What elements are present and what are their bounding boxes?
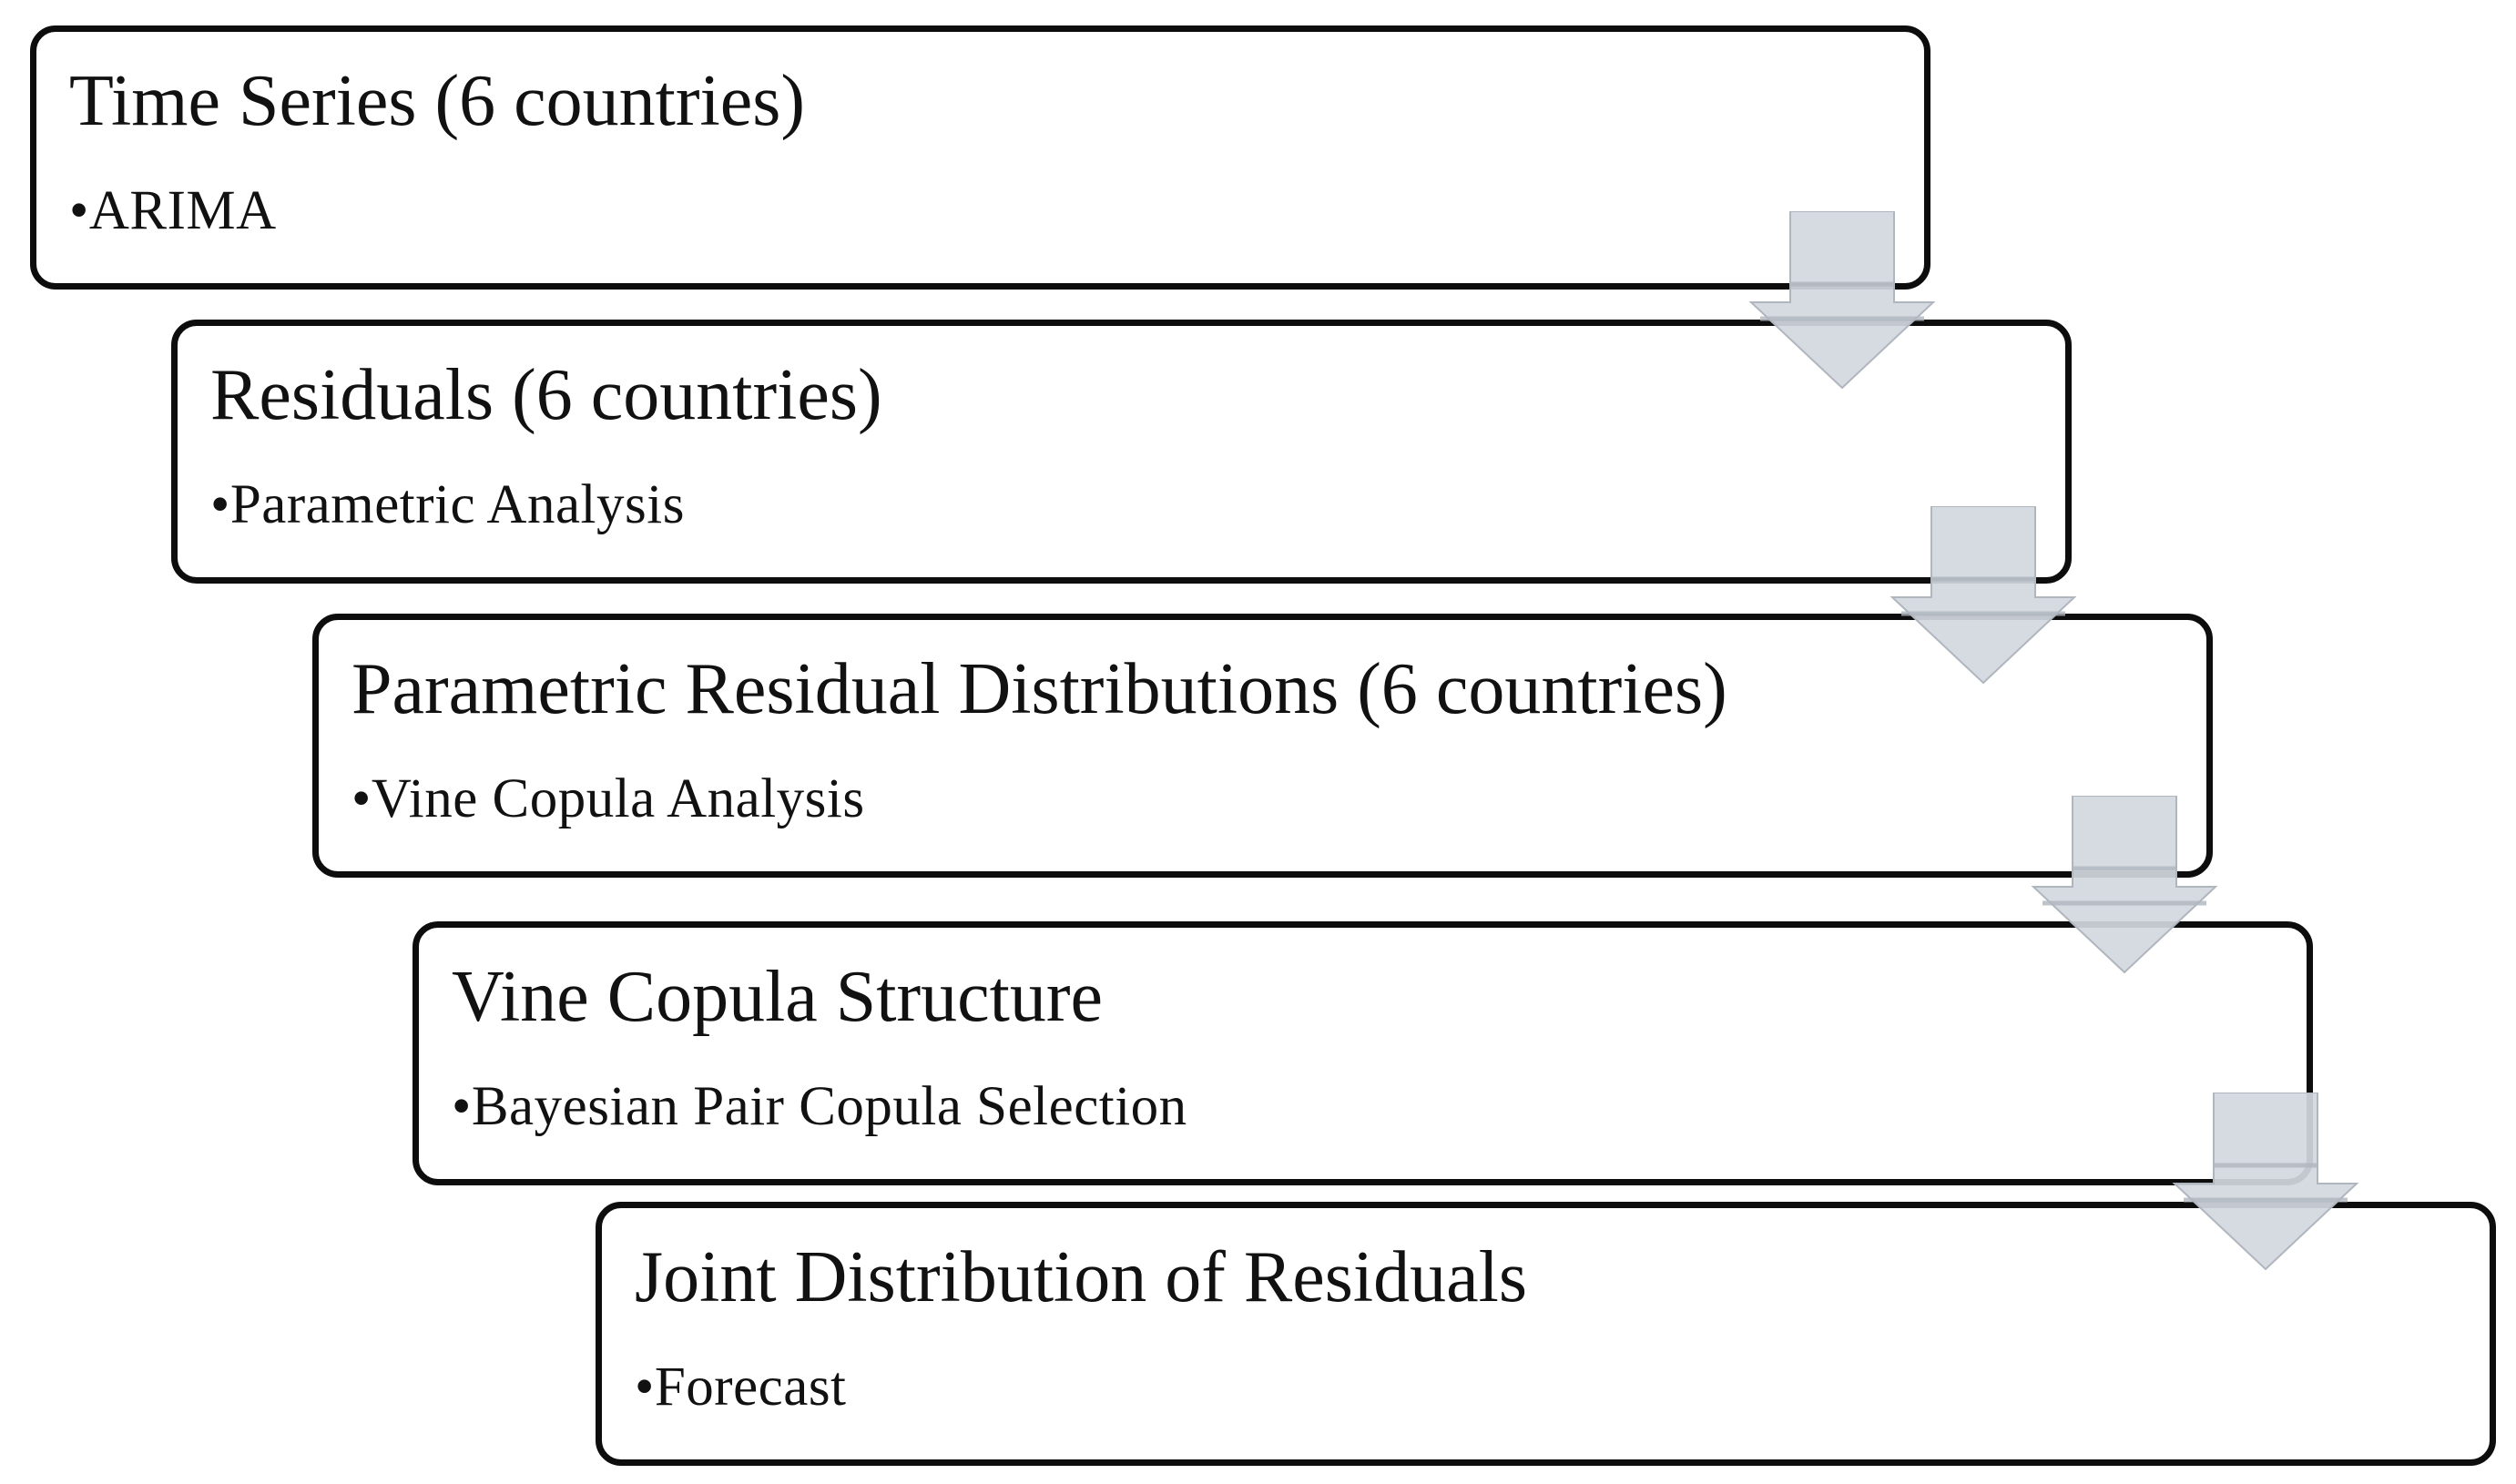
- step-title: Vine Copula Structure: [452, 957, 1104, 1037]
- down-arrow-icon: [1742, 211, 1942, 390]
- step-title: Time Series (6 countries): [69, 61, 806, 141]
- step-bullet: •Forecast: [635, 1357, 847, 1418]
- step-bullet: •Vine Copula Analysis: [351, 768, 865, 829]
- step-title: Parametric Residual Distributions (6 countries): [351, 649, 1727, 729]
- step-bullet: •ARIMA: [69, 180, 277, 241]
- down-arrow-icon: [2024, 796, 2225, 974]
- step-bullet: •Parametric Analysis: [210, 474, 685, 535]
- step-title: Residuals (6 countries): [210, 355, 882, 435]
- step-box-time-series: [30, 25, 1930, 290]
- step-bullet: •Bayesian Pair Copula Selection: [452, 1076, 1187, 1137]
- down-arrow-icon: [2165, 1093, 2366, 1271]
- step-title: Joint Distribution of Residuals: [635, 1237, 1527, 1317]
- down-arrow-icon: [1883, 506, 2083, 685]
